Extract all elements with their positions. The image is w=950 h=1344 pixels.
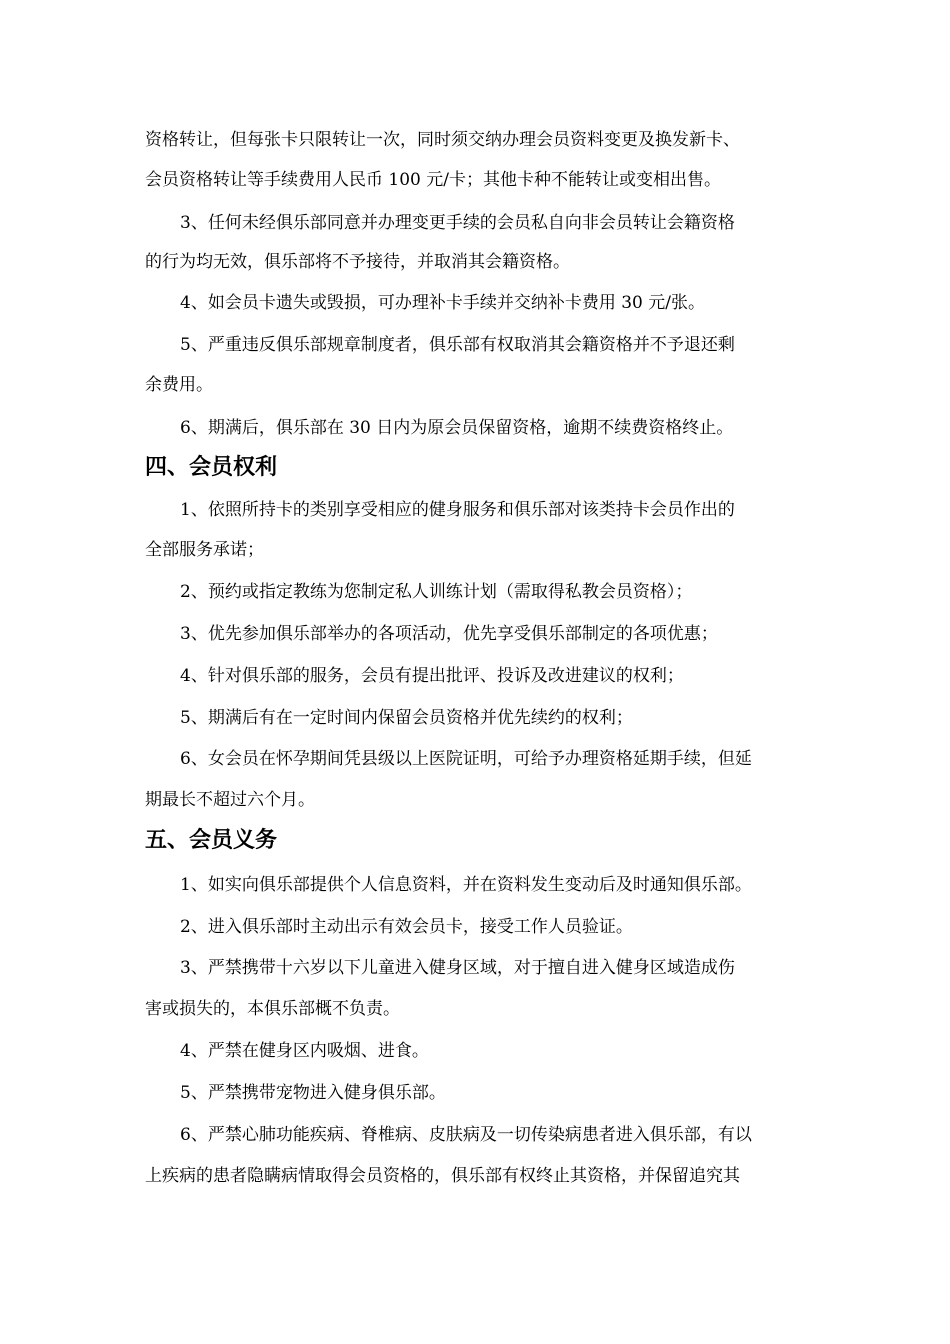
list-item: 5、严禁携带宠物进入健身俱乐部。 [180, 1083, 446, 1103]
paragraph-line: 资格转让，但每张卡只限转让一次，同时须交纳办理会员资料变更及换发新卡、 [145, 130, 740, 150]
list-item: 5、严重违反俱乐部规章制度者，俱乐部有权取消其会籍资格并不予退还剩 [180, 335, 735, 355]
list-item: 1、如实向俱乐部提供个人信息资料，并在资料发生变动后及时通知俱乐部。 [180, 875, 752, 895]
paragraph-line: 会员资格转让等手续费用人民币 100 元/卡；其他卡种不能转让或变相出售。 [145, 170, 721, 190]
list-item: 3、任何未经俱乐部同意并办理变更手续的会员私自向非会员转让会籍资格 [180, 213, 735, 233]
list-item: 2、进入俱乐部时主动出示有效会员卡，接受工作人员验证。 [180, 917, 633, 937]
list-item: 1、依照所持卡的类别享受相应的健身服务和俱乐部对该类持卡会员作出的 [180, 500, 735, 520]
section-heading-obligations: 五、会员义务 [145, 828, 278, 853]
paragraph-line: 害或损失的，本俱乐部概不负责。 [145, 999, 400, 1019]
list-item: 2、预约或指定教练为您制定私人训练计划（需取得私教会员资格）； [180, 582, 693, 602]
paragraph-line: 的行为均无效，俱乐部将不予接待，并取消其会籍资格。 [145, 252, 570, 272]
paragraph-line: 期最长不超过六个月。 [145, 790, 315, 810]
list-item: 6、严禁心肺功能疾病、脊椎病、皮肤病及一切传染病患者进入俱乐部，有以 [180, 1125, 752, 1145]
list-item: 4、如会员卡遗失或毁损，可办理补卡手续并交纳补卡费用 30 元/张。 [180, 293, 705, 313]
paragraph-line: 上疾病的患者隐瞒病情取得会员资格的，俱乐部有权终止其资格，并保留追究其 [145, 1166, 740, 1186]
list-item: 4、针对俱乐部的服务，会员有提出批评、投诉及改进建议的权利； [180, 666, 684, 686]
list-item: 3、优先参加俱乐部举办的各项活动，优先享受俱乐部制定的各项优惠； [180, 624, 718, 644]
paragraph-line: 全部服务承诺； [145, 540, 264, 560]
list-item: 4、严禁在健身区内吸烟、进食。 [180, 1041, 429, 1061]
list-item: 5、期满后有在一定时间内保留会员资格并优先续约的权利； [180, 708, 633, 728]
list-item: 3、严禁携带十六岁以下儿童进入健身区域，对于擅自进入健身区域造成伤 [180, 958, 735, 978]
paragraph-line: 余费用。 [145, 375, 213, 395]
section-heading-rights: 四、会员权利 [145, 455, 278, 480]
list-item: 6、期满后，俱乐部在 30 日内为原会员保留资格，逾期不续费资格终止。 [180, 418, 734, 438]
list-item: 6、女会员在怀孕期间凭县级以上医院证明，可给予办理资格延期手续，但延 [180, 749, 752, 769]
